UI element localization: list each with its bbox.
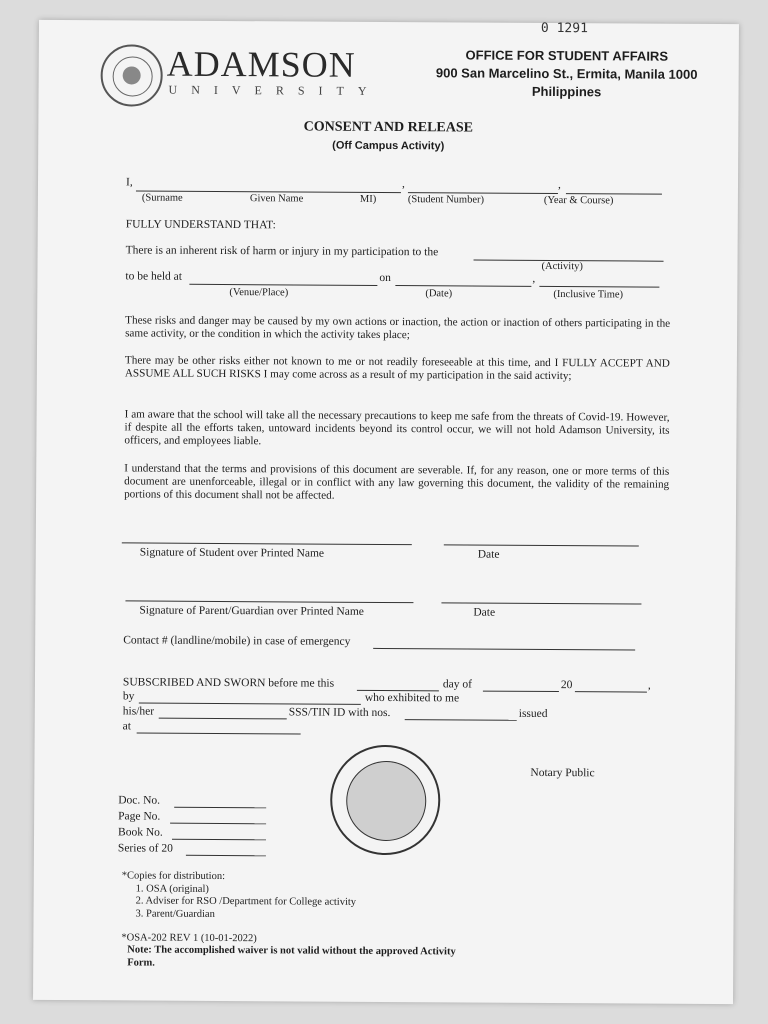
student-signature-field[interactable] [122,542,412,545]
page-no-label: Page No. [118,810,161,823]
activity-label: (Activity) [541,260,583,273]
list-item: 2. Adviser for RSO /Department for College activity [135,895,357,908]
parent-signature-label: Signature of Parent/Guardian over Printed Name [139,604,364,618]
footer-note-2: Form. [127,957,155,969]
time-field[interactable] [539,286,659,288]
date-2-label: Date [473,606,496,619]
seal-emblem-icon [346,761,426,841]
by-label: by [122,690,135,703]
surname-label: (Surname [141,192,183,204]
student-signature-label: Signature of Student over Printed Name [139,546,325,560]
day-of-label: day of [442,678,473,691]
at-label: at [122,720,132,733]
held-at-label: to be held at [125,270,183,283]
form-code: *OSA-202 REV 1 (10-01-2022) [121,932,257,945]
distribution-heading: *Copies for distribution: [121,870,226,883]
year-field[interactable] [575,691,647,692]
document-page [33,20,739,1004]
time-label: (Inclusive Time) [553,289,624,301]
month-field[interactable] [483,691,559,692]
paragraph-1: These risks and danger may be caused by my own actions or inaction, the action or inaction of others participating in the same activity, or the condition in which the activity takes place; [125,314,671,342]
by-field[interactable] [139,702,361,704]
student-date-field[interactable] [444,544,639,546]
serial-number: 0 1291 [540,20,588,37]
page-no-field[interactable] [170,823,266,825]
paragraph-4: I understand that the terms and provisions of this document are severable. If, for any reason, one or more terms of this document are unenforceable, illegal or in conflict with any law governing this document, the validity of the remaining portions of this document shall not be affected. [124,462,670,502]
risk-line: There is an inherent risk of harm or injury in my participation to the [125,244,439,259]
doc-no-label: Doc. No. [118,794,161,807]
contact-label: Contact # (landline/mobile) in case of emergency [123,634,351,648]
office-name: OFFICE FOR STUDENT AFFAIRS [465,47,669,64]
university-name: ADAMSON [166,43,356,85]
id-number-field[interactable] [405,719,517,721]
his-her-label: his/her [122,705,155,718]
university-seal-icon [100,44,162,106]
date-1-label: Date [477,548,500,561]
notary-public-label: Notary Public [530,766,595,780]
year-prefix: 20 [560,679,573,692]
office-street: 900 San Marcelino St., Ermita, Manila 1000 [435,65,698,82]
paragraph-3: I am aware that the school will take all the necessary precautions to keep me safe from the threats of Covid-19. However, if despite all the efforts taken, untoward incidents beyond its control occur, we will not hold Adamson University, its officers, and employees liable. [124,408,670,448]
year-course-label: (Year & Course) [543,194,614,207]
student-number-label: (Student Number) [407,194,485,206]
date-label: (Date) [425,288,453,300]
mi-label: MI) [359,193,377,205]
book-no-label: Book No. [118,826,163,839]
parent-signature-field[interactable] [125,600,413,603]
document-subtitle: (Off Campus Activity) [332,139,445,153]
paragraph-2: There may be other risks either not known to me or not readily foreseeable at this time, and I FULLY ACCEPT AND ASSUME ALL SUCH RISKS I may come across as a result of my participation in the said activity; [124,354,670,383]
list-item: 1. OSA (original) [135,882,209,895]
comma-3: , [532,272,536,285]
subscribed-text: SUBSCRIBED AND SWORN before me this [122,676,335,690]
university-subtitle: UNIVERSITY [168,82,381,98]
comma-1: , [401,178,405,191]
i-label: I, [125,176,133,189]
venue-label: (Venue/Place) [229,287,289,299]
contact-field[interactable] [373,648,635,651]
series-field[interactable] [186,855,266,856]
who-exhibited-text: who exhibited to me [364,691,460,705]
office-address [417,46,717,102]
parent-date-field[interactable] [441,602,641,604]
date-field[interactable] [395,285,531,287]
comma-2: , [557,179,561,192]
doc-no-field[interactable] [174,807,266,809]
office-seal-stamp [330,745,441,856]
venue-field[interactable] [189,284,377,286]
issued-label: issued [518,707,548,720]
office-country: Philippines [531,83,602,100]
given-name-label: Given Name [249,193,304,205]
on-label: on [379,271,391,285]
understand-heading: FULLY UNDERSTAND THAT: [125,218,276,232]
at-field[interactable] [137,732,301,734]
his-her-field[interactable] [159,718,287,720]
series-of-label: Series of 20 [117,842,173,855]
book-no-field[interactable] [172,839,266,841]
footer-note-1: Note: The accomplished waiver is not valid without the approved Activity [127,944,456,958]
distribution-list [122,870,357,921]
document-title: CONSENT AND RELEASE [303,119,474,136]
comma-4: , [647,679,651,692]
sss-tin-label: SSS/TIN ID with nos. [288,706,391,720]
list-item: 3. Parent/Guardian [135,907,215,920]
